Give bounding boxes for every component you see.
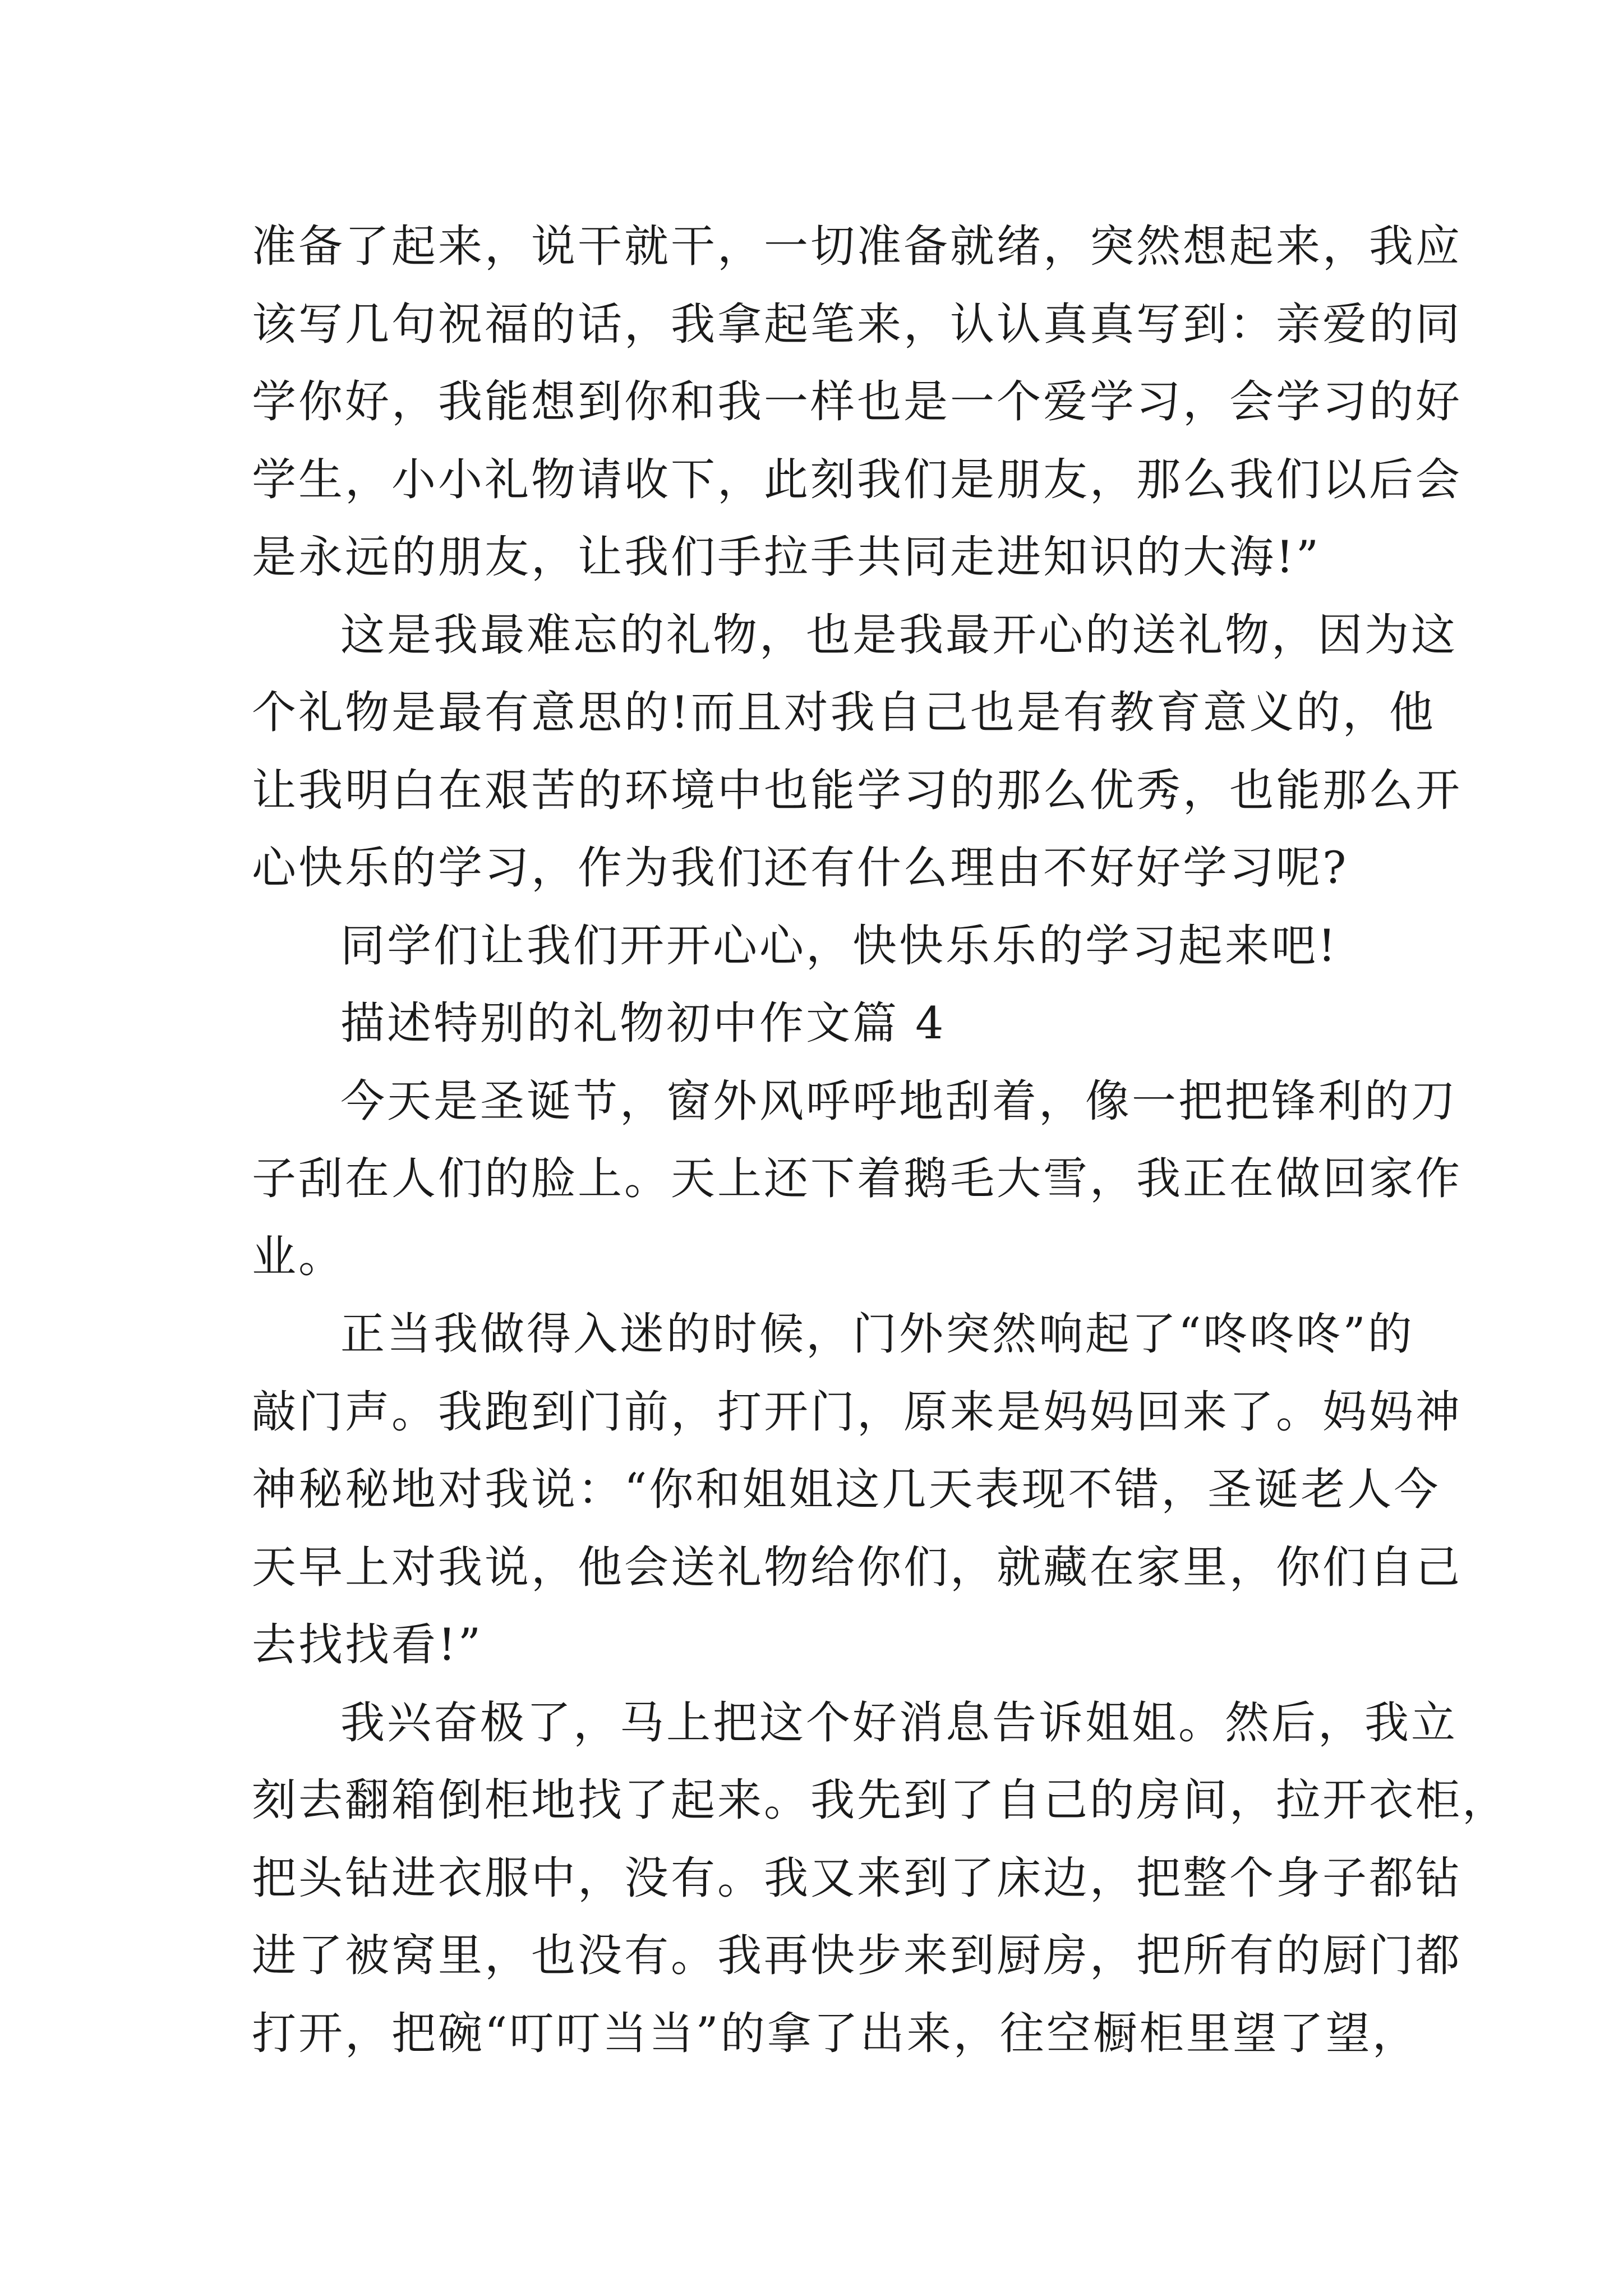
text-line: 去找找看!”: [252, 1619, 483, 1671]
text-line: 神秘秘地对我说：“你和姐姐这几天表现不错，圣诞老人今: [252, 1464, 1441, 1515]
document-body: [252, 208, 1509, 2072]
text-line: 敲门声。我跑到门前，打开门，原来是妈妈回来了。妈妈神: [252, 1386, 1462, 1438]
paragraph-start-line: 今天是圣诞节，窗外风呼呼地刮着，像一把把锋利的刀: [340, 1075, 1458, 1127]
text-line: 学你好，我能想到你和我一样也是一个爱学习，会学习的好: [252, 376, 1462, 427]
text-line: 业。: [252, 1230, 345, 1282]
paragraph-start-line: 正当我做得入迷的时候，门外突然响起了“咚咚咚”的: [340, 1308, 1414, 1360]
text-line: 该写几句祝福的话，我拿起笔来，认认真真写到：亲爱的同: [252, 298, 1462, 350]
paragraph-start-line: 这是我最难忘的礼物，也是我最开心的送礼物，因为这: [340, 609, 1458, 661]
text-line: 子刮在人们的脸上。天上还下着鹅毛大雪，我正在做回家作: [252, 1153, 1462, 1204]
paragraph-start-line: 同学们让我们开开心心，快快乐乐的学习起来吧!: [340, 919, 1338, 972]
text-line: 打开，把碗“叮叮当当”的拿了出来，往空橱柜里望了望，: [252, 2007, 1419, 2059]
text-line: 把头钻进衣服中，没有。我又来到了床边，把整个身子都钻: [252, 1852, 1462, 1904]
text-line: 让我明白在艰苦的环境中也能学习的那么优秀，也能那么开: [252, 764, 1462, 816]
text-line: 准备了起来，说干就干，一切准备就绪，突然想起来，我应: [252, 220, 1462, 272]
text-line: 进了被窝里，也没有。我再快步来到厨房，把所有的厨门都: [252, 1930, 1462, 1981]
text-line: 是永远的朋友，让我们手拉手共同走进知识的大海!”: [252, 531, 1321, 583]
text-line: 刻去翻箱倒柜地找了起来。我先到了自己的房间，拉开衣柜，: [252, 1774, 1509, 1826]
paragraph-start-line: 我兴奋极了，马上把这个好消息告诉姐姐。然后，我立: [340, 1696, 1458, 1749]
text-line: 天早上对我说，他会送礼物给你们，就藏在家里，你们自己: [252, 1541, 1462, 1593]
section-heading: 描述特别的礼物初中作文篇 4: [340, 997, 946, 1049]
text-line: 学生，小小礼物请收下，此刻我们是朋友，那么我们以后会: [252, 453, 1462, 505]
text-line: 心快乐的学习，作为我们还有什么理由不好好学习呢?: [252, 842, 1349, 894]
text-line: 个礼物是最有意思的!而且对我自己也是有教育意义的，他: [252, 687, 1436, 738]
